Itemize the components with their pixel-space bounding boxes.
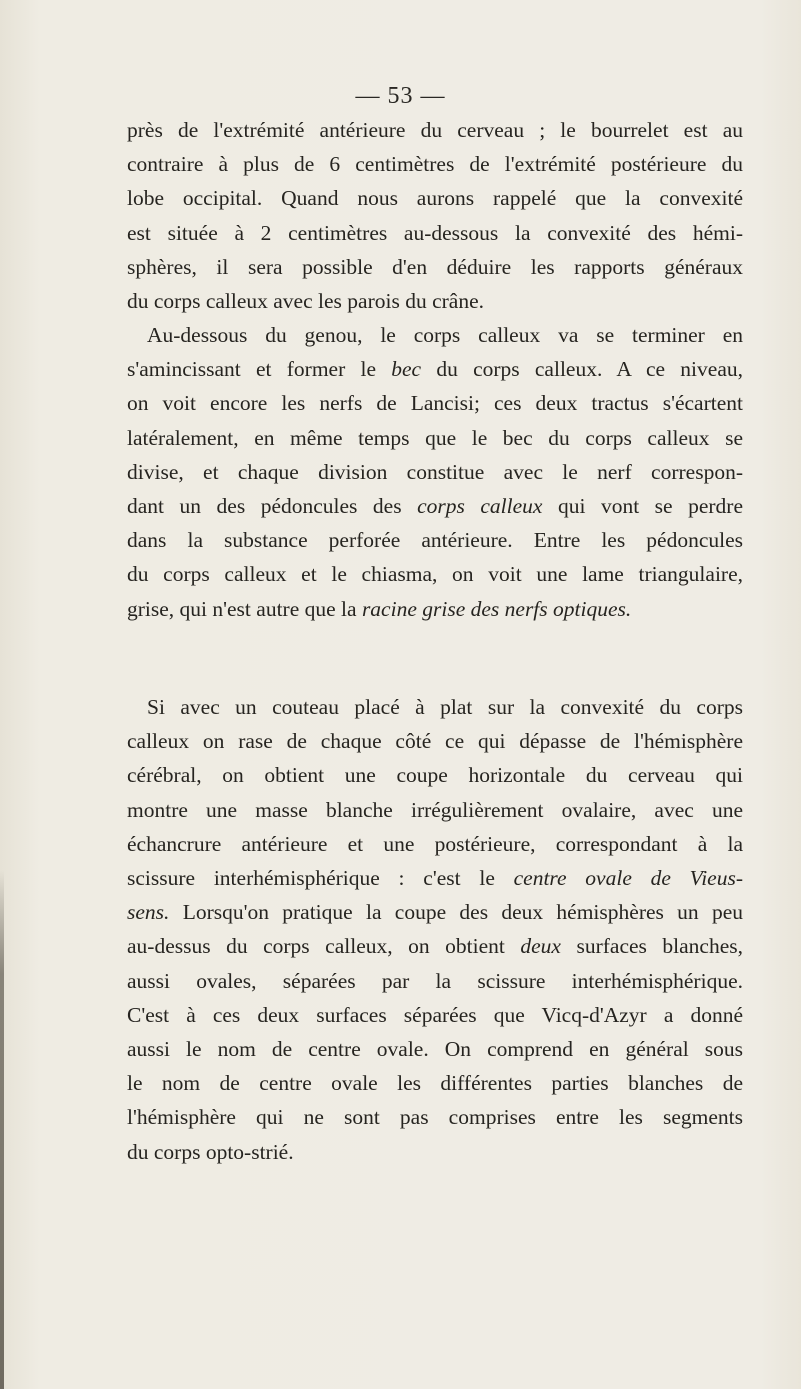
italic-term: bec xyxy=(391,357,422,382)
text-line: aussi ovales, séparées par la scissure interhémisphérique. xyxy=(127,968,743,993)
text-line: divise, et chaque division constitue avec le nerf correspon- xyxy=(127,459,743,484)
text-line: l'hémisphère qui ne sont pas comprises entre les segments xyxy=(127,1105,743,1130)
text-line: sphères, il sera possible d'en déduire les rapports généraux xyxy=(127,254,743,279)
italic-term: sens. xyxy=(127,900,170,925)
paragraph-3 xyxy=(127,690,743,1169)
text-line: calleux on rase de chaque côté ce qui dépasse de l'hémisphère xyxy=(127,729,743,754)
text-line: contraire à plus de 6 centimètres de l'extrémité postérieure du xyxy=(127,152,743,177)
text-line: au-dessus du corps calleux, on obtient deux surfaces blanches, xyxy=(127,934,744,959)
text-line: sens. Lorsqu'on pratique la coupe des deux hémisphères un peu xyxy=(127,900,743,925)
text-line: près de l'extrémité antérieure du cerveau ; le bourrelet est au xyxy=(127,118,743,142)
italic-term: racine grise des nerfs optiques. xyxy=(361,596,632,621)
italic-term: centre ovale de Vieus- xyxy=(513,866,743,891)
italic-term: corps calleux xyxy=(417,494,543,519)
text-line: Au-dessous du genou, le corps calleux va se terminer en xyxy=(147,323,743,347)
text-line: du corps opto-strié. xyxy=(127,1139,294,1164)
text-line: s'amincissant et former le bec du corps calleux. A ce niveau, xyxy=(127,357,743,382)
text-line: aussi le nom de centre ovale. On comprend en général sous xyxy=(127,1037,743,1062)
paragraph-1 xyxy=(127,113,743,318)
text-line: C'est à ces deux surfaces séparées que Vicq-d'Azyr a donné xyxy=(127,1002,743,1027)
page-edge-shadow xyxy=(0,870,4,1389)
text-line: dans la substance perforée antérieure. Entre les pédoncules xyxy=(127,528,743,553)
text-line: cérébral, on obtient une coupe horizontale du cerveau qui xyxy=(127,763,743,788)
text-line: est située à 2 centimètres au-dessous la convexité des hémi- xyxy=(127,220,743,245)
italic-term: deux xyxy=(520,934,561,959)
text-line: le nom de centre ovale les différentes parties blanches de xyxy=(127,1071,743,1096)
text-line: grise, qui n'est autre que la racine grise des nerfs optiques. xyxy=(127,596,632,621)
text-line: on voit encore les nerfs de Lancisi; ces deux tractus s'écartent xyxy=(127,391,743,416)
page-number: — 53 — xyxy=(355,83,446,109)
text-line: échancrure antérieure et une postérieure, correspondant à la xyxy=(127,831,743,856)
text-line: dant un des pédoncules des corps calleux qui vont se perdre xyxy=(127,494,743,519)
text-line: montre une masse blanche irrégulièrement ovalaire, avec une xyxy=(127,797,743,822)
text-line: du corps calleux avec les parois du crâne. xyxy=(127,289,484,314)
text-line: lobe occipital. Quand nous aurons rappelé que la convexité xyxy=(127,186,743,211)
text-line: Si avec un couteau placé à plat sur la convexité du corps xyxy=(147,695,743,719)
text-line: latéralement, en même temps que le bec du corps calleux se xyxy=(127,425,743,450)
text-line: du corps calleux et le chiasma, on voit une lame triangulaire, xyxy=(127,562,743,587)
paragraph-2 xyxy=(127,318,743,626)
text-line: scissure interhémisphérique : c'est le centre ovale de Vieus- xyxy=(127,866,743,891)
